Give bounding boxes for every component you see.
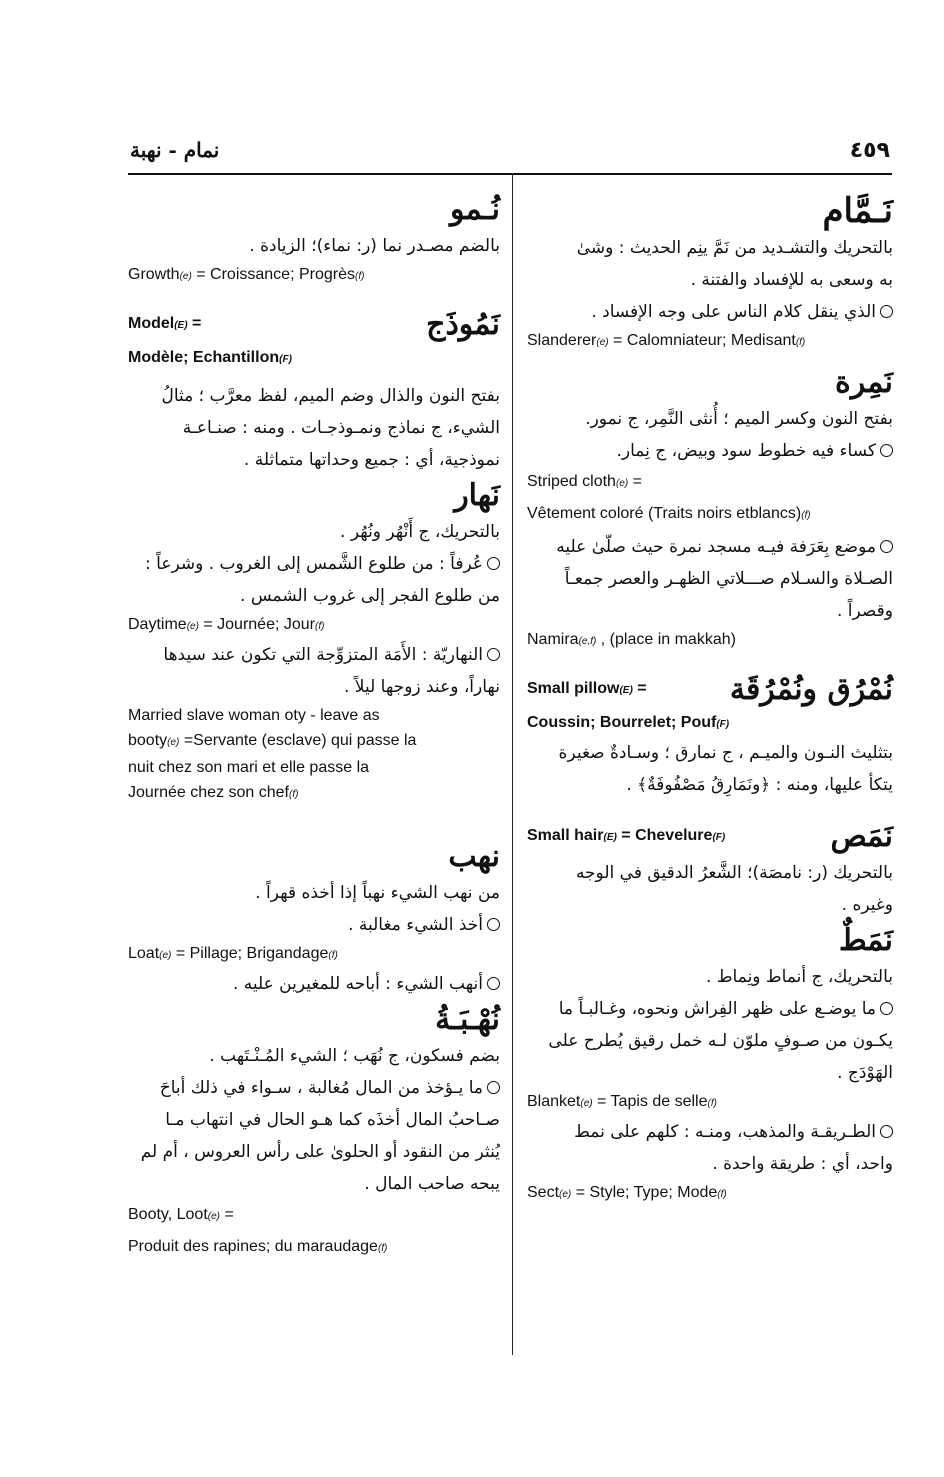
bullet-circle-icon (880, 540, 893, 553)
definition-line: صـاحبُ المال أخذَه كما هـو الحال في انتهاب مـا (165, 1110, 500, 1130)
definition-line: وقصراً . (837, 601, 893, 621)
bullet-circle-icon (880, 1125, 893, 1138)
definition-line: الشيء، ج نماذج ونمـوذجـات . ومنه : صنـاعـة (182, 418, 500, 438)
definition-line: وغيره . (841, 895, 893, 915)
header-rule (128, 173, 892, 175)
definition-line: نموذجية، أي : جميع وحداتها متماثلة . (243, 450, 500, 470)
headword: نَمُوذَج (426, 307, 500, 342)
page-header (128, 138, 890, 174)
translation: nuit chez son mari et elle passe la (128, 759, 370, 776)
headword: نهب (448, 839, 500, 874)
definition-line: الطـريقـة والمذهب، ومنـه : كلهم على نمط (527, 1116, 893, 1148)
right-column (527, 190, 893, 1207)
definition-line: بتثليث النـون والميـم ، ج نمارق ؛ وسـادةٌ صغيرة (558, 743, 893, 763)
entry-numruq (527, 670, 893, 801)
translation: Booty, Loot(e) = (128, 1206, 234, 1223)
definition-line: بالضم مصـدر نما (ر: نماء)؛ الزيادة . (249, 236, 500, 256)
bullet-circle-icon (487, 918, 500, 931)
entry-nuhba (128, 1000, 500, 1264)
definition-line: من نهب الشيء نهباً إذا أخذه قهراً . (255, 883, 500, 903)
definition-line: بالتحريك والتشـديد من نَمَّ ينِم الحديث : وشىٰ (576, 238, 893, 258)
headword: نُمْرُق ونُمْرُقَة (729, 672, 893, 707)
definition-line: بالتحريك، ج أنماط ونِماط . (706, 967, 893, 987)
headword: نُهْـبَـةُ (435, 1002, 500, 1037)
bullet-circle-icon (487, 977, 500, 990)
definition-line: نهاراً، وعند زوجها ليلاً . (344, 677, 500, 697)
definition-line: الصـلاة والسـلام صـــلاتي الظهـر والعصر جمعـاً (564, 569, 893, 589)
running-title: نمام - نهبة (130, 138, 220, 162)
page-number: ٤٥٩ (849, 138, 890, 163)
translation: Married slave woman oty - leave as (128, 707, 380, 724)
definition-line: ما يـؤخذ من المال مُغالبة ، سـواء في ذلك أباحَ (128, 1072, 500, 1104)
translation-head: Model(E) = (128, 315, 202, 332)
definition-line: الهَوْدَج . (837, 1063, 893, 1083)
entry-namudhaj (128, 305, 500, 476)
translation: Daytime(e) = Journée; Jour(f) (128, 616, 325, 633)
translation: Striped cloth(e) = (527, 473, 642, 490)
definition-line: أنهب الشيء : أباحه للمغيرين عليه . (128, 968, 500, 1000)
definition-line: يبحه صاحب المال . (364, 1174, 500, 1194)
definition-line: ما يوضـع على ظهر الفِراش ونحوه، وغـالبـاً ما (527, 993, 893, 1025)
definition-line: النهاريّة : الأَمَة المتزوِّجة التي تكون عند سيدها (128, 639, 500, 671)
definition-line: موضع بِعَرَفة فيـه مسجد نمرة حيث صلّىٰ عليه (527, 531, 893, 563)
bullet-circle-icon (487, 557, 500, 570)
translation: Loat(e) = Pillage; Brigandage(f) (128, 945, 338, 962)
bullet-circle-icon (880, 305, 893, 318)
translation: Growth(e) = Croissance; Progrès(f) (128, 266, 365, 283)
entry-namas (527, 817, 893, 921)
headword: نُـمو (450, 192, 500, 227)
bullet-circle-icon (880, 444, 893, 457)
definition-line: عُرفاً : من طلوع الشَّمس إلى الغروب . وشرعاً : (128, 548, 500, 580)
translation: Blanket(e) = Tapis de selle(f) (527, 1093, 717, 1110)
translation: Produit des rapines; du maraudage(f) (128, 1238, 388, 1255)
definition-line: من طلوع الفجر إلى غروب الشمس . (240, 586, 500, 606)
definition-line: يكـون من صـوفٍ ملوّن لـه خمل رقيق يُطرح على (548, 1031, 893, 1051)
headword: نَمَطٌ (838, 923, 893, 958)
translation-head: Small pillow(E) = (527, 680, 647, 697)
entry-namira (527, 363, 893, 654)
definition-line: بفتح النون وكسر الميم ؛ أُنثى النَّمِر، ج نمور. (585, 409, 893, 429)
column-divider (512, 175, 513, 1355)
translation: Namira(e,f) , (place in makkah) (527, 631, 736, 648)
bullet-circle-icon (487, 648, 500, 661)
definition-line: بضم فسكون، ج نُهَب ؛ الشيء المُـنْـتَهب . (209, 1046, 500, 1066)
headword: نَـمَّام (822, 191, 893, 231)
headword: نَمِرة (835, 365, 893, 400)
definition-line: بالتحريك (ر: نامصَة)؛ الشَّعرُ الدقيق في الوجه (575, 863, 893, 883)
headword: نَمَص (830, 819, 893, 854)
entry-namat (527, 921, 893, 1207)
entry-nahar (128, 476, 500, 807)
definition-line: به وسعى به للإفساد والفتنة . (690, 270, 893, 290)
translation: Vêtement coloré (Traits noirs etblancs)(f) (527, 505, 811, 522)
definition-line: أخذ الشيء مغالبة . (128, 909, 500, 941)
entry-nammam (527, 190, 893, 355)
entry-numuw (128, 190, 500, 289)
translation-head: Small hair(E) = Chevelure(F) (527, 827, 726, 844)
definition-line: كساء فيه خطوط سود وبيض، ج نِمار. (527, 435, 893, 467)
translation: Journée chez son chef(f) (128, 784, 299, 801)
definition-line: واحد، أي : طريقة واحدة . (712, 1154, 893, 1174)
bullet-circle-icon (487, 1081, 500, 1094)
bullet-circle-icon (880, 1002, 893, 1015)
definition-line: الذي ينقل كلام الناس على وجه الإفساد . (527, 296, 893, 328)
left-column (128, 190, 500, 1264)
headword: نَهار (454, 478, 500, 513)
translation: booty(e) =Servante (esclave) qui passe la (128, 732, 417, 749)
definition-line: بالتحريك، ج أَنْهُر ونُهُر . (340, 522, 500, 542)
definition-line: بفتح النون والذال وضم الميم، لفظ معرَّب ؛ مثالُ (161, 386, 500, 406)
entry-nahb (128, 837, 500, 1000)
translation: Slanderer(e) = Calomniateur; Medisant(f) (527, 332, 806, 349)
definition-line: يتكأ عليها، ومنه : ﴿ونَمَارِقُ مَصْفُوفَةٌ﴾ . (626, 775, 893, 795)
translation: Modèle; Echantillon(F) (128, 349, 292, 366)
definition-line: يُنثر من النقود أو الحلوىٰ على رأس العروس ، أم لم (140, 1142, 500, 1162)
translation: Coussin; Bourrelet; Pouf(F) (527, 714, 730, 731)
translation: Sect(e) = Style; Type; Mode(f) (527, 1184, 727, 1201)
